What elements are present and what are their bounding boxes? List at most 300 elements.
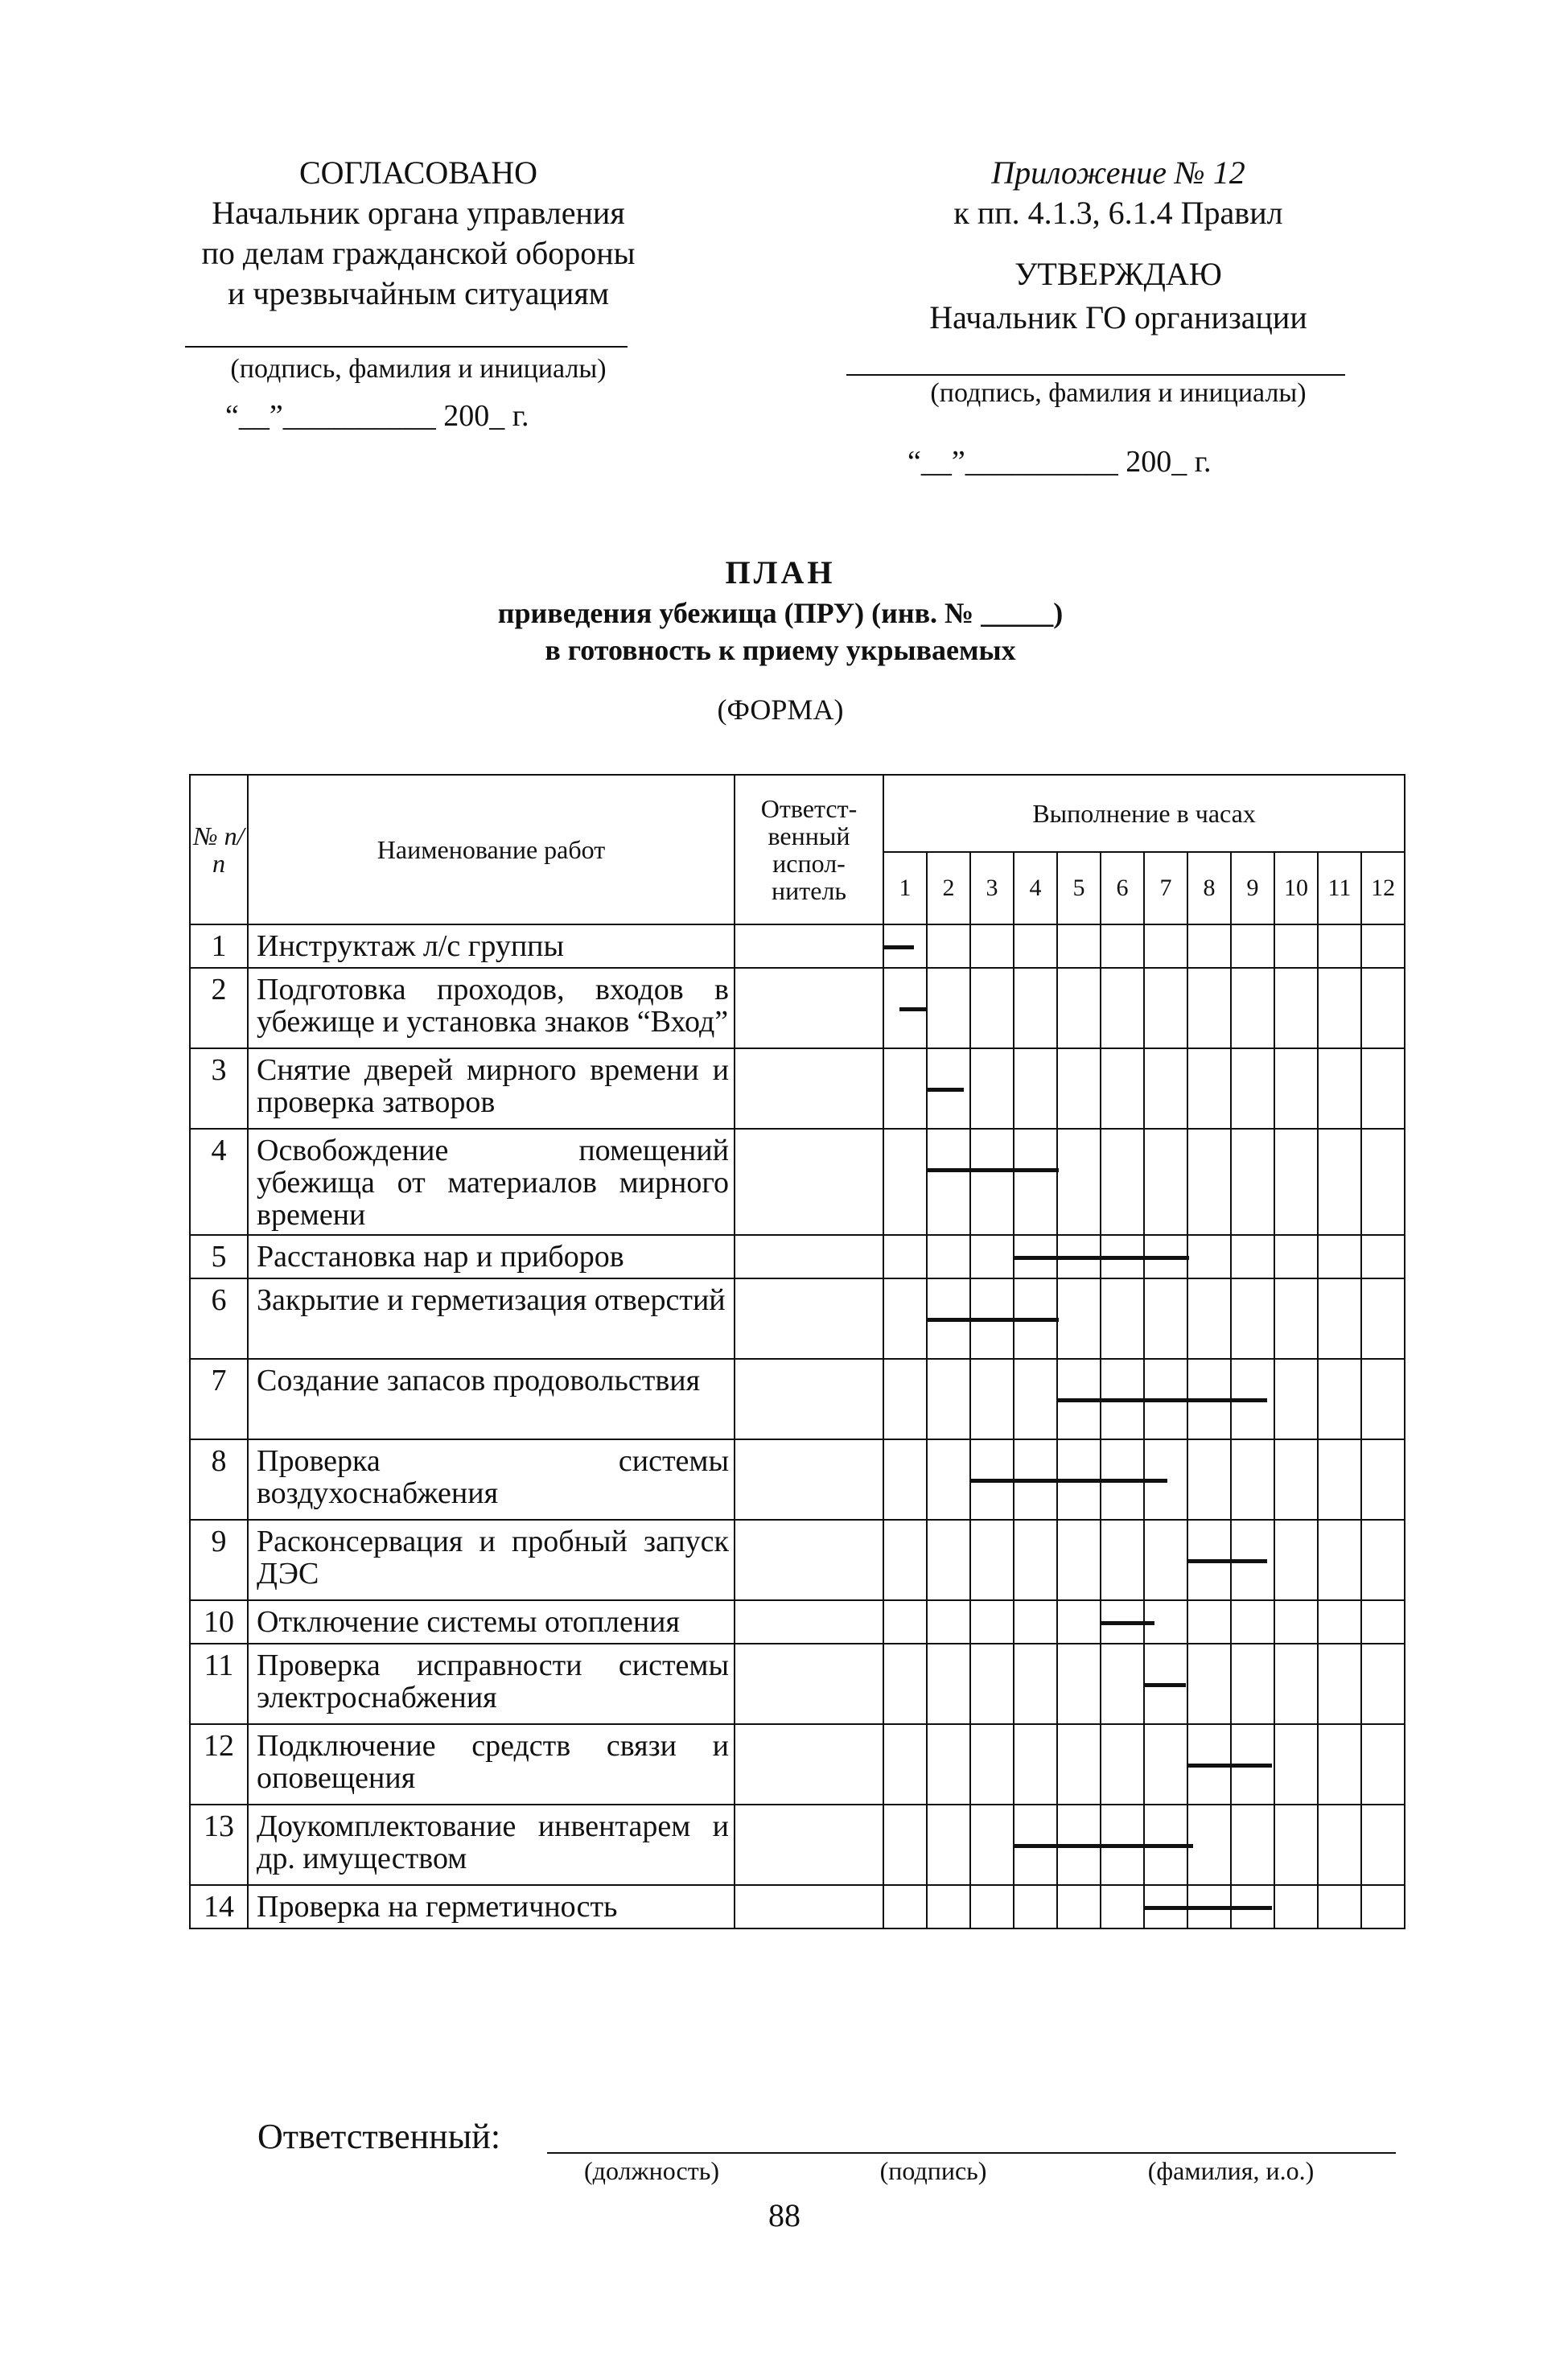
schedule-bar xyxy=(1058,1398,1103,1402)
row-number: 7 xyxy=(190,1359,248,1439)
hour-cell xyxy=(1318,1885,1361,1928)
hour-cell xyxy=(1187,1644,1231,1724)
hour-cell xyxy=(1231,968,1274,1048)
hour-header-6: 6 xyxy=(1101,852,1144,924)
hour-cell xyxy=(1318,1805,1361,1885)
hour-header-7: 7 xyxy=(1144,852,1187,924)
schedule-bar xyxy=(899,1007,927,1011)
row-number: 11 xyxy=(190,1644,248,1724)
schedule-bar xyxy=(1188,1559,1233,1563)
schedule-bar xyxy=(1101,1621,1146,1625)
hour-cell xyxy=(1274,1235,1318,1278)
hour-cell xyxy=(1144,968,1187,1048)
schedule-bar xyxy=(884,945,914,949)
hour-cell xyxy=(970,1359,1014,1439)
responsible-cell xyxy=(735,1724,883,1805)
hour-cell xyxy=(927,1885,970,1928)
hour-cell xyxy=(1187,1048,1231,1129)
hour-cell xyxy=(927,1600,970,1644)
hour-cell xyxy=(1274,968,1318,1048)
hour-cell xyxy=(927,968,970,1048)
hour-cell xyxy=(1318,1724,1361,1805)
hour-cell xyxy=(927,1048,970,1129)
row-number: 12 xyxy=(190,1724,248,1805)
hour-header-10: 10 xyxy=(1274,852,1318,924)
hour-cell xyxy=(883,1359,927,1439)
hour-cell xyxy=(927,924,970,968)
schedule-bar xyxy=(1144,1844,1189,1848)
hour-cell xyxy=(883,924,927,968)
hour-cell xyxy=(883,1805,927,1885)
row-number: 9 xyxy=(190,1520,248,1600)
schedule-bar xyxy=(971,1479,1016,1483)
row-number: 10 xyxy=(190,1600,248,1644)
hour-cell xyxy=(1014,1048,1057,1129)
hour-cell xyxy=(883,1724,927,1805)
hour-cell xyxy=(1187,1885,1231,1928)
title-line3: в готовность к приему укрываемых xyxy=(545,634,1016,666)
hour-cell xyxy=(1014,924,1057,968)
hour-cell xyxy=(1231,1520,1274,1600)
hour-cell xyxy=(883,1885,927,1928)
hour-cell xyxy=(1187,968,1231,1048)
hour-cell xyxy=(1318,1359,1361,1439)
hour-cell xyxy=(970,968,1014,1048)
hour-header-4: 4 xyxy=(1014,852,1057,924)
hour-cell xyxy=(1057,1520,1101,1600)
schedule-bar xyxy=(1101,1256,1146,1260)
hour-cell xyxy=(883,1439,927,1520)
responsible-cell xyxy=(735,1439,883,1520)
hour-cell xyxy=(883,1235,927,1278)
responsible-cell xyxy=(735,1129,883,1235)
hour-cell xyxy=(1057,1359,1101,1439)
schedule-bar xyxy=(1144,1621,1154,1625)
hour-cell xyxy=(1144,1644,1187,1724)
table-row xyxy=(190,1439,1405,1520)
hour-cell xyxy=(1101,1724,1144,1805)
table-row xyxy=(190,1644,1405,1724)
hour-cell xyxy=(1231,1359,1274,1439)
hour-cell xyxy=(1231,1235,1274,1278)
hour-cell xyxy=(1187,1600,1231,1644)
hour-cell xyxy=(1144,924,1187,968)
hour-cell xyxy=(1187,1805,1231,1885)
hour-cell xyxy=(1274,1644,1318,1724)
hour-cell xyxy=(927,1129,970,1235)
table-row xyxy=(190,1885,1405,1928)
hour-cell xyxy=(1057,1235,1101,1278)
schedule-bar xyxy=(970,1318,1015,1322)
work-name: Снятие дверей мирного времени и проверка затворов xyxy=(248,1048,735,1129)
table-row xyxy=(190,1520,1405,1600)
row-number: 1 xyxy=(190,924,248,968)
hour-cell xyxy=(927,1359,970,1439)
schedule-bar xyxy=(1144,1398,1189,1402)
hour-cell xyxy=(1231,1724,1274,1805)
row-number: 13 xyxy=(190,1805,248,1885)
hour-cell xyxy=(970,1805,1014,1885)
caption-position: (должность) xyxy=(584,2156,719,2185)
hour-cell xyxy=(1057,1885,1101,1928)
hour-cell xyxy=(1014,1724,1057,1805)
hour-cell xyxy=(883,1644,927,1724)
schedule-bar xyxy=(1014,1479,1059,1483)
row-number: 2 xyxy=(190,968,248,1048)
hour-cell xyxy=(1274,1359,1318,1439)
hour-cell xyxy=(1014,968,1057,1048)
hour-cell xyxy=(927,1805,970,1885)
responsible-cell xyxy=(735,1885,883,1928)
hour-cell xyxy=(1101,1520,1144,1600)
hour-cell xyxy=(1231,1644,1274,1724)
hour-cell xyxy=(1361,1644,1405,1724)
hour-cell xyxy=(1361,1805,1405,1885)
work-name: Подготовка проходов, входов в убежище и установка знаков “Вход” xyxy=(248,968,735,1048)
hour-cell xyxy=(1361,1885,1405,1928)
col-header-hours-group: Выполнение в часах xyxy=(883,775,1405,852)
table-row xyxy=(190,968,1405,1048)
hour-cell xyxy=(1101,1644,1144,1724)
work-name: Проверка на герметичность xyxy=(248,1885,735,1928)
hour-cell xyxy=(1101,1439,1144,1520)
work-name: Проверка системы воздухоснабжения xyxy=(248,1439,735,1520)
approval-left-block xyxy=(161,153,676,314)
responsible-cell xyxy=(735,1805,883,1885)
table-row xyxy=(190,1805,1405,1885)
approval-right-date: “__”__________ 200_ г. xyxy=(907,445,1212,479)
hour-cell xyxy=(1101,1805,1144,1885)
hour-cell xyxy=(1014,1644,1057,1724)
hour-cell xyxy=(1144,1278,1187,1359)
responsible-cell xyxy=(735,1278,883,1359)
appendix-reference: к пп. 4.1.3, 6.1.4 Правил xyxy=(953,195,1283,231)
title-line2: приведения убежища (ПРУ) (инв. № _____) xyxy=(497,597,1064,629)
hour-cell xyxy=(970,1644,1014,1724)
work-name: Создание запасов продовольствия xyxy=(248,1359,735,1439)
hour-cell xyxy=(1014,1600,1057,1644)
hour-cell xyxy=(883,1600,927,1644)
schedule-bar xyxy=(1145,1906,1190,1910)
hour-cell xyxy=(927,1520,970,1600)
hour-cell xyxy=(1057,1048,1101,1129)
hour-cell xyxy=(1318,1129,1361,1235)
hour-cell xyxy=(927,1278,970,1359)
hour-cell xyxy=(1144,1235,1187,1278)
hour-cell xyxy=(1014,1359,1057,1439)
schedule-bar xyxy=(928,1088,964,1092)
row-number: 5 xyxy=(190,1235,248,1278)
hour-cell xyxy=(1231,1278,1274,1359)
hour-cell xyxy=(970,1600,1014,1644)
work-name: Подключение средств связи и оповещения xyxy=(248,1724,735,1805)
table-row xyxy=(190,924,1405,968)
hour-cell xyxy=(1014,1805,1057,1885)
work-name: Отключение системы отопления xyxy=(248,1600,735,1644)
hour-header-9: 9 xyxy=(1231,852,1274,924)
hour-cell xyxy=(1361,1129,1405,1235)
caption-signature: (подпись) xyxy=(879,2156,987,2185)
hour-cell xyxy=(1057,1439,1101,1520)
row-number: 4 xyxy=(190,1129,248,1235)
work-name: Доукомплектование инвентарем и др. имуществом xyxy=(248,1805,735,1885)
schedule-bar xyxy=(1101,1479,1146,1483)
hour-cell xyxy=(1101,1129,1144,1235)
hour-cell xyxy=(1101,968,1144,1048)
hour-cell xyxy=(1361,1724,1405,1805)
table-row xyxy=(190,1129,1405,1235)
approval-left-line1: Начальник органа управления xyxy=(212,195,625,231)
approval-right-block xyxy=(837,153,1400,338)
title-main: ПЛАН xyxy=(725,554,836,591)
hour-cell xyxy=(883,1048,927,1129)
hour-cell xyxy=(1057,1129,1101,1235)
hour-cell xyxy=(1101,1600,1144,1644)
col-header-responsible: Ответст-венный испол-нитель xyxy=(735,775,883,924)
hour-cell xyxy=(1144,1520,1187,1600)
hour-cell xyxy=(1057,968,1101,1048)
hour-cell xyxy=(1361,1520,1405,1600)
hour-cell xyxy=(927,1724,970,1805)
hour-cell xyxy=(1057,1278,1101,1359)
hour-cell xyxy=(1361,924,1405,968)
hour-cell xyxy=(1361,1278,1405,1359)
hour-cell xyxy=(970,1129,1014,1235)
work-name: Инструктаж л/с группы xyxy=(248,924,735,968)
hour-cell xyxy=(1318,1048,1361,1129)
hour-header-12: 12 xyxy=(1361,852,1405,924)
hour-cell xyxy=(970,1048,1014,1129)
hour-cell xyxy=(1318,1439,1361,1520)
hour-cell xyxy=(1361,1600,1405,1644)
hour-cell xyxy=(1318,1235,1361,1278)
hour-cell xyxy=(1144,1724,1187,1805)
hour-cell xyxy=(1144,1805,1187,1885)
hour-cell xyxy=(1014,1439,1057,1520)
responsible-cell xyxy=(735,924,883,968)
hour-header-11: 11 xyxy=(1318,852,1361,924)
table-row xyxy=(190,1235,1405,1278)
hour-cell xyxy=(927,1439,970,1520)
row-number: 8 xyxy=(190,1439,248,1520)
hour-cell xyxy=(1274,1520,1318,1600)
table-row xyxy=(190,1359,1405,1439)
work-name: Освобождение помещений убежища от материалов мирного времени xyxy=(248,1129,735,1235)
col-header-name: Наименование работ xyxy=(248,775,735,924)
schedule-bar xyxy=(1231,1398,1267,1402)
hour-cell xyxy=(1057,1600,1101,1644)
hour-cell xyxy=(1014,1129,1057,1235)
hour-cell xyxy=(1274,1724,1318,1805)
hour-header-8: 8 xyxy=(1187,852,1231,924)
hour-cell xyxy=(1187,1724,1231,1805)
hour-cell xyxy=(1231,1129,1274,1235)
hour-cell xyxy=(1361,1439,1405,1520)
hour-cell xyxy=(1187,924,1231,968)
hour-cell xyxy=(1187,1439,1231,1520)
approval-left-sign-caption: (подпись, фамилия и инициалы) xyxy=(230,354,607,384)
hour-header-5: 5 xyxy=(1057,852,1101,924)
schedule-bar xyxy=(1144,1479,1167,1483)
schedule-bar xyxy=(1187,1398,1233,1402)
hour-cell xyxy=(883,968,927,1048)
approval-right-sign-caption: (подпись, фамилия и инициалы) xyxy=(930,378,1307,408)
hour-cell xyxy=(1274,1805,1318,1885)
form-label: (ФОРМА) xyxy=(717,694,844,726)
hour-cell xyxy=(1361,1235,1405,1278)
hour-cell xyxy=(970,924,1014,968)
plan-table xyxy=(189,774,1404,1929)
hour-header-2: 2 xyxy=(927,852,970,924)
hour-cell xyxy=(1187,1129,1231,1235)
hour-cell xyxy=(1014,1885,1057,1928)
schedule-bar xyxy=(1057,1479,1102,1483)
hour-cell xyxy=(1187,1235,1231,1278)
schedule-bar xyxy=(1231,1906,1272,1910)
appendix-label: Приложение № 12 xyxy=(991,154,1245,191)
hour-cell xyxy=(1274,1885,1318,1928)
footer xyxy=(257,2116,1400,2157)
approval-right-line1: Начальник ГО организации xyxy=(929,299,1307,335)
row-number: 14 xyxy=(190,1885,248,1928)
hour-cell xyxy=(1144,1439,1187,1520)
hour-cell xyxy=(1144,1885,1187,1928)
hour-cell xyxy=(1318,1600,1361,1644)
hour-cell xyxy=(970,1520,1014,1600)
hour-cell xyxy=(1274,1129,1318,1235)
hour-cell xyxy=(1231,1805,1274,1885)
hour-header-1: 1 xyxy=(883,852,927,924)
page-number: 88 xyxy=(768,2197,800,2233)
schedule-bar xyxy=(1057,1844,1102,1848)
schedule-bar xyxy=(1231,1559,1267,1563)
table-row xyxy=(190,1600,1405,1644)
hour-cell xyxy=(1361,1359,1405,1439)
responsible-signature-line xyxy=(547,2152,1396,2154)
hour-cell xyxy=(1144,1359,1187,1439)
work-name: Проверка исправности системы электроснабжения xyxy=(248,1644,735,1724)
hour-cell xyxy=(1274,1048,1318,1129)
hour-cell xyxy=(970,1724,1014,1805)
responsible-cell xyxy=(735,1520,883,1600)
hour-cell xyxy=(1187,1278,1231,1359)
schedule-bar xyxy=(1014,1256,1060,1260)
schedule-bar xyxy=(1101,1844,1146,1848)
schedule-bar xyxy=(1057,1256,1102,1260)
hour-cell xyxy=(1101,1235,1144,1278)
hour-cell xyxy=(1101,924,1144,968)
hour-cell xyxy=(1274,1600,1318,1644)
schedule-bar xyxy=(970,1168,1015,1172)
hour-cell xyxy=(883,1129,927,1235)
hour-cell xyxy=(1187,1359,1231,1439)
hour-cell xyxy=(1361,1048,1405,1129)
caption-fullname: (фамилия, и.о.) xyxy=(1147,2156,1315,2185)
hour-cell xyxy=(927,1644,970,1724)
hour-cell xyxy=(1231,924,1274,968)
hour-cell xyxy=(1057,924,1101,968)
hour-cell xyxy=(970,1235,1014,1278)
schedule-bar xyxy=(1144,1256,1189,1260)
approval-left-signature-line xyxy=(185,346,628,348)
table-row xyxy=(190,1724,1405,1805)
responsible-cell xyxy=(735,968,883,1048)
hour-cell xyxy=(1144,1600,1187,1644)
hour-cell xyxy=(1231,1048,1274,1129)
row-number: 6 xyxy=(190,1278,248,1359)
hour-cell xyxy=(970,1439,1014,1520)
hour-cell xyxy=(1101,1048,1144,1129)
approval-left-line2: по делам гражданской обороны xyxy=(201,235,636,271)
schedule-bar xyxy=(1014,1844,1060,1848)
hour-cell xyxy=(1057,1805,1101,1885)
hour-cell xyxy=(1101,1885,1144,1928)
hour-cell xyxy=(1014,1520,1057,1600)
hour-cell xyxy=(1274,924,1318,968)
hour-cell xyxy=(1144,1048,1187,1129)
responsible-cell xyxy=(735,1048,883,1129)
approval-left-line3: и чрезвычайным ситуациям xyxy=(227,275,610,311)
work-name: Закрытие и герметизация отверстий xyxy=(248,1278,735,1359)
schedule-bar xyxy=(1101,1398,1146,1402)
hour-cell xyxy=(1361,968,1405,1048)
hour-cell xyxy=(970,1885,1014,1928)
hour-cell xyxy=(1187,1520,1231,1600)
schedule-bar xyxy=(928,1168,973,1172)
table-row xyxy=(190,1278,1405,1359)
hour-header-3: 3 xyxy=(970,852,1014,924)
schedule-bar xyxy=(1014,1168,1059,1172)
approval-right-signature-line xyxy=(846,374,1345,376)
responsible-cell xyxy=(735,1359,883,1439)
schedule-bar xyxy=(1187,1844,1193,1848)
responsible-cell xyxy=(735,1600,883,1644)
schedule-bar xyxy=(1188,1764,1233,1768)
document-title xyxy=(386,551,1175,726)
approval-left-date: “__”__________ 200_ г. xyxy=(225,399,529,433)
table-row xyxy=(190,1048,1405,1129)
hour-cell xyxy=(1014,1278,1057,1359)
work-name: Расконсервация и пробный запуск ДЭС xyxy=(248,1520,735,1600)
responsible-label: Ответственный: xyxy=(257,2117,501,2156)
approval-right-heading: УТВЕРЖДАЮ xyxy=(1014,256,1222,292)
hour-cell xyxy=(883,1278,927,1359)
hour-cell xyxy=(1014,1235,1057,1278)
hour-cell xyxy=(1231,1600,1274,1644)
hour-cell xyxy=(1057,1644,1101,1724)
hour-cell xyxy=(927,1235,970,1278)
hour-cell xyxy=(1057,1724,1101,1805)
work-name: Расстановка нар и приборов xyxy=(248,1235,735,1278)
hour-cell xyxy=(1274,1278,1318,1359)
hour-cell xyxy=(1274,1439,1318,1520)
approval-left-heading: СОГЛАСОВАНО xyxy=(298,154,538,191)
responsible-cell xyxy=(735,1644,883,1724)
schedule-bar xyxy=(1231,1764,1272,1768)
hour-cell xyxy=(1318,1278,1361,1359)
hour-cell xyxy=(1231,1885,1274,1928)
hour-cell xyxy=(1231,1439,1274,1520)
schedule-bar xyxy=(1187,1906,1233,1910)
schedule-bar xyxy=(1145,1683,1186,1687)
col-header-num: № п/п xyxy=(190,775,248,924)
hour-cell xyxy=(1101,1359,1144,1439)
hour-cell xyxy=(883,1520,927,1600)
hour-cell xyxy=(1318,1520,1361,1600)
row-number: 3 xyxy=(190,1048,248,1129)
hour-cell xyxy=(1318,968,1361,1048)
hour-cell xyxy=(1101,1278,1144,1359)
